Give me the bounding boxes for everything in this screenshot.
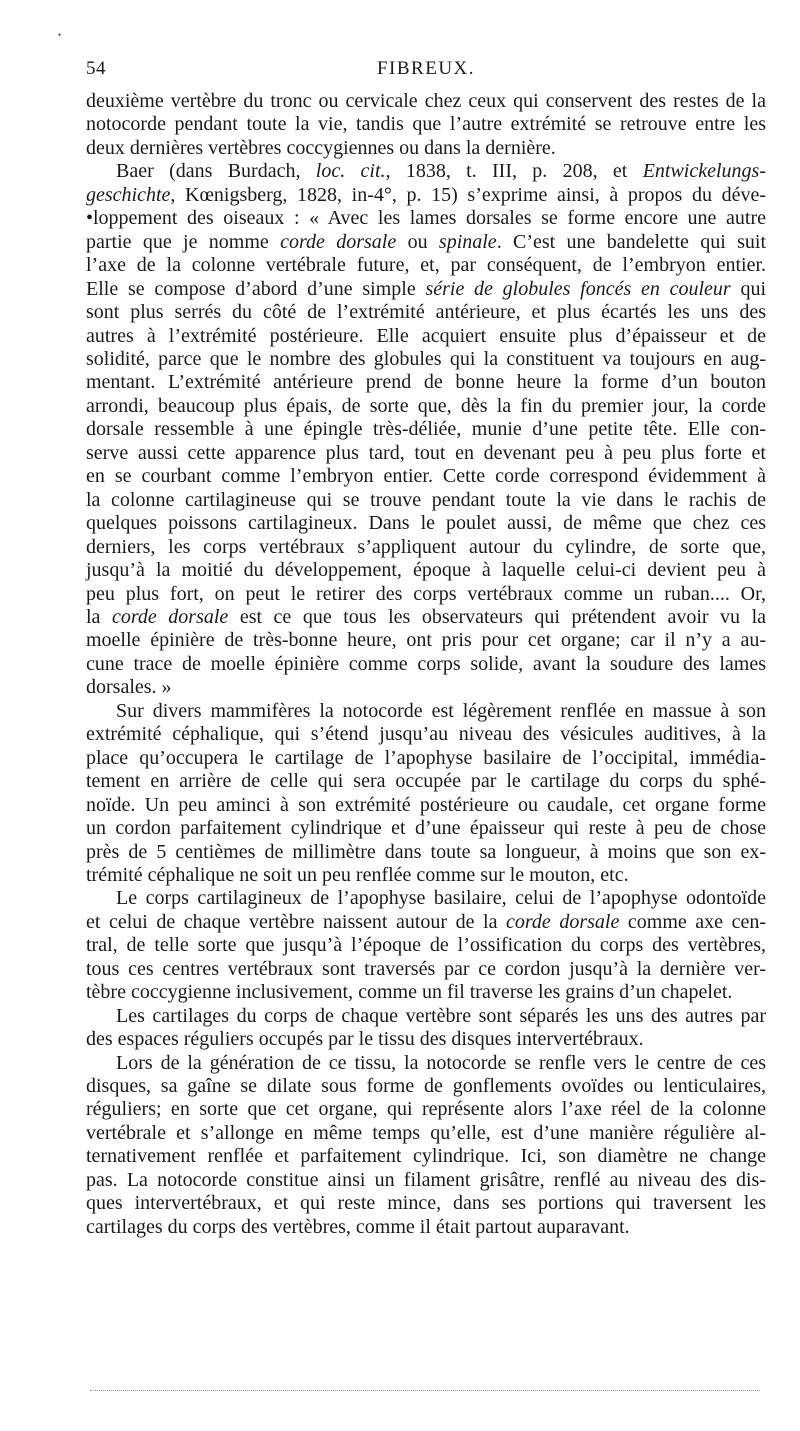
paragraph: [86, 700, 766, 888]
text-line: la colonne cartilagineuse qui se trouve pendant toute la vie dans le rachis de: [86, 488, 766, 511]
text-line: geschichte, Kœnigsberg, 1828, in-4°, p. 15) s’exprime ainsi, à propos du déve-: [86, 183, 766, 206]
text-line: vertébrale et s’allonge en même temps qu’elle, est d’une manière régulière al-: [86, 1121, 766, 1144]
text-line: mentant. L’extrémité antérieure prend de bonne heure la forme d’un bouton: [86, 371, 766, 394]
running-head: [86, 58, 766, 88]
paragraph: [86, 887, 766, 1004]
text-line: derniers, les corps vertébraux s’appliquent autour du cylindre, de sorte que,: [86, 535, 766, 558]
italic-phrase: corde dorsale: [280, 230, 397, 253]
text-line: trémité céphalique ne soit un peu renflée comme sur le mouton, etc.: [86, 863, 629, 886]
italic-phrase: série de globules foncés en couleur: [425, 277, 731, 300]
text-line: disques, sa gaîne se dilate sous forme de gonflements ovoïdes ou lenticulaires,: [86, 1075, 766, 1098]
text-line: deuxième vertèbre du tronc ou cervicale chez ceux qui conservent des restes de la: [86, 90, 766, 112]
text-line: ternativement renflée et parfaitement cylindrique. Ici, son diamètre ne change: [86, 1145, 766, 1168]
paragraph: [86, 160, 766, 699]
italic-phrase: corde dorsale: [111, 605, 229, 628]
text-line: près de 5 centièmes de millimètre dans toute sa longueur, à moins que son ex-: [86, 840, 766, 863]
italic-phrase: Entwickelungs-: [642, 160, 766, 183]
text-line: tous ces centres vertébraux sont traversés par ce cordon jusqu’à la dernière ver-: [86, 957, 766, 980]
text-line: notocorde pendant toute la vie, tandis que l’autre extrémité se retrouve entre les: [86, 113, 766, 136]
text-line: partie que je nomme corde dorsale ou spinale. C’est une bandelette qui suit: [86, 230, 767, 253]
text-line: un cordon parfaitement cylindrique et d’une épaisseur qui reste à peu de chose: [86, 817, 766, 840]
italic-phrase: spinale: [438, 230, 497, 253]
text-line: Sur divers mammifères la notocorde est légèrement renflée en massue à son: [116, 699, 766, 722]
italic-phrase: loc. cit.: [315, 160, 386, 183]
page-number: 54: [86, 58, 106, 79]
text-line: tement en arrière de celle qui sera occupée par le cartilage du corps du sphé-: [86, 770, 766, 793]
body-text: [86, 90, 766, 1239]
text-line: tèbre coccygienne inclusivement, comme un fil traverse les grains d’un chapelet.: [86, 981, 733, 1004]
text-line: arrondi, beaucoup plus épais, de sorte que, dès la fin du premier jour, la corde: [86, 394, 766, 417]
paragraph: [86, 1005, 766, 1052]
text-line: des espaces réguliers occupés par le tissu des disques intervertébraux.: [86, 1028, 644, 1051]
text-line: •loppement des oiseaux : « Avec les lames dorsales se forme encore une autre: [86, 207, 766, 230]
text-line: serve aussi cette apparence plus tard, tout en devenant peu à peu plus forte et: [86, 441, 766, 464]
text-line: quelques poissons cartilagineux. Dans le poulet aussi, de même que chez ces: [86, 512, 766, 535]
text-line: noïde. Un peu aminci à son extrémité postérieure ou caudale, cet organe forme: [86, 793, 766, 816]
text-line: ques intervertébraux, et qui reste mince, dans ses portions qui traversent les: [86, 1192, 766, 1215]
text-line: moelle épinière de très-bonne heure, ont pris pour cet organe; car il n’y a au-: [86, 629, 766, 652]
text-line: la corde dorsale est ce que tous les observateurs qui prétendent avoir vu la: [86, 605, 767, 628]
text-line: jusqu’à la moitié du développement, époque à laquelle celui-ci devient peu à: [86, 559, 766, 582]
text-line: dorsale ressemble à une épingle très-déliée, munie d’une petite tête. Elle con-: [86, 418, 766, 441]
stray-mark: •: [58, 30, 62, 40]
text-line: place qu’occupera le cartilage de l’apophyse basilaire de l’occipital, immédia-: [86, 746, 766, 769]
text-line: cune trace de moelle épinière comme corps solide, avant la soudure des lames: [86, 652, 766, 675]
bottom-dotted-rule: [90, 1390, 760, 1391]
text-line: autres à l’extrémité postérieure. Elle acquiert ensuite plus d’épaisseur et de: [86, 324, 766, 347]
text-line: dorsales. »: [86, 676, 172, 699]
text-line: pas. La notocorde constitue ainsi un filament grisâtre, renflé au niveau des dis-: [86, 1168, 766, 1191]
text-line: Le corps cartilagineux de l’apophyse basilaire, celui de l’apophyse odontoïde: [116, 887, 766, 910]
text-line: en se courbant comme l’embryon entier. Cette corde correspond évidemment à: [86, 465, 766, 488]
paragraph: [86, 1052, 766, 1240]
text-line: Elle se compose d’abord d’une simple série de globules foncés en couleur qui: [86, 277, 766, 300]
text-line: cartilages du corps des vertèbres, comme il était partout auparavant.: [86, 1215, 630, 1238]
paragraph: [86, 90, 766, 160]
page-title: FIBREUX.: [376, 58, 476, 79]
text-line: extrémité céphalique, qui s’étend jusqu’au niveau des vésicules auditives, à la: [86, 723, 766, 746]
text-line: Baer (dans Burdach, loc. cit., 1838, t. III, p. 208, et Entwickelungs-: [116, 160, 766, 183]
text-line: et celui de chaque vertèbre naissent autour de la corde dorsale comme axe cen-: [86, 910, 767, 933]
text-line: Les cartilages du corps de chaque vertèbre sont séparés les uns des autres par: [116, 1004, 766, 1027]
text-line: tral, de telle sorte que jusqu’à l’époque de l’ossification du corps des vertèbres,: [86, 934, 766, 957]
text-line: réguliers; en sorte que cet organe, qui représente alors l’axe réel de la colonne: [86, 1098, 766, 1121]
text-line: sont plus serrés du côté de l’extrémité antérieure, et plus écartés les uns des: [86, 301, 766, 324]
italic-phrase: geschichte: [86, 183, 171, 206]
text-line: peu plus fort, on peut le retirer des corps vertébraux comme un ruban.... Or,: [86, 582, 766, 605]
text-line: l’axe de la colonne vertébrale future, et, par conséquent, de l’embryon entier.: [86, 254, 766, 277]
text-line: deux dernières vertèbres coccygiennes ou dans la dernière.: [86, 136, 556, 159]
text-line: solidité, parce que le nombre des globules qui la constituent va toujours en aug-: [86, 347, 766, 370]
italic-phrase: corde dorsale: [506, 910, 620, 933]
text-line: Lors de la génération de ce tissu, la notocorde se renfle vers le centre de ces: [116, 1051, 766, 1074]
